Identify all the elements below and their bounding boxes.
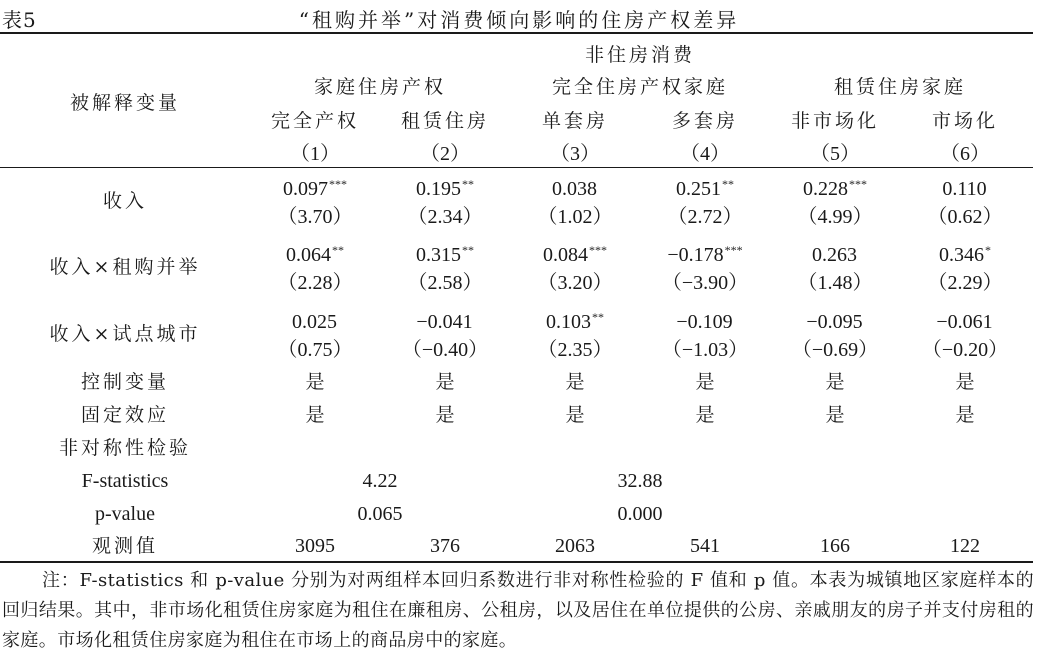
column-number-3: （3） bbox=[550, 143, 600, 165]
row-label-observations: 观测值 bbox=[91, 535, 158, 557]
tstat-cell: （−3.90） bbox=[661, 272, 749, 294]
bottom-rule bbox=[0, 561, 1033, 563]
table-note-text: 注：F-statistics 和 p-value 分别为对两组样本回归系数进行非对称性检验的 F 值和 p 值。本表为城镇地区家庭样本的回归结果。其中，非市场化租赁住房家庭为租住在廉租房、公租房，以及居住在单位提供的公房、亲戚朋友的房子并支付房租的家庭。市场化租赁住房家庭为租住在市场上的商品房中的家庭。 bbox=[2, 570, 1034, 651]
tstat-cell: （0.62） bbox=[927, 206, 1003, 228]
tstat-cell: （2.58） bbox=[407, 272, 483, 294]
table-caption bbox=[0, 4, 1038, 34]
tstat-cell: （−0.20） bbox=[921, 339, 1009, 361]
tstat-cell: （−0.69） bbox=[791, 339, 879, 361]
column-header-5: 非市场化 bbox=[790, 110, 879, 132]
p-value-cell-1: 0.065 bbox=[357, 503, 403, 525]
coef-cell: −0.109 bbox=[676, 311, 733, 333]
column-header-2: 租赁住房 bbox=[400, 110, 489, 132]
coef-cell: 0.110 bbox=[942, 178, 987, 200]
tstat-cell: （2.34） bbox=[407, 206, 483, 228]
top-rule bbox=[0, 32, 1033, 34]
coef-cell: 0.097*** bbox=[283, 177, 347, 200]
column-number-5: （5） bbox=[810, 143, 860, 165]
coef-cell: −0.041 bbox=[416, 311, 473, 333]
coef-cell: −0.095 bbox=[806, 311, 863, 333]
tstat-cell: （1.48） bbox=[797, 272, 873, 294]
column-header-3: 单套房 bbox=[541, 110, 608, 132]
group-header-3: 租赁住房家庭 bbox=[833, 76, 966, 98]
tstat-cell: （−1.03） bbox=[661, 339, 749, 361]
column-header-1: 完全产权 bbox=[270, 110, 359, 132]
coef-cell: 0.064** bbox=[286, 243, 344, 266]
row-label-controls: 控制变量 bbox=[80, 371, 169, 393]
tstat-cell: （2.35） bbox=[537, 339, 613, 361]
coef-cell: 0.038 bbox=[552, 178, 597, 200]
column-header-6: 市场化 bbox=[931, 110, 998, 132]
row-label-income: 收入 bbox=[102, 190, 147, 212]
column-number-1: （1） bbox=[290, 143, 340, 165]
controls-cell: 是 bbox=[825, 371, 845, 393]
controls-cell: 是 bbox=[955, 371, 975, 393]
p-value-cell-2: 0.000 bbox=[617, 503, 663, 525]
controls-cell: 是 bbox=[305, 371, 325, 393]
tstat-cell: （2.28） bbox=[277, 272, 353, 294]
column-header-4: 多套房 bbox=[671, 110, 738, 132]
column-number-6: （6） bbox=[940, 143, 990, 165]
fixed-effects-cell: 是 bbox=[435, 404, 455, 426]
tstat-cell: （0.75） bbox=[277, 339, 353, 361]
group-header-2: 完全住房产权家庭 bbox=[551, 76, 728, 98]
tstat-cell: （4.99） bbox=[797, 206, 873, 228]
f-stat-cell-1: 4.22 bbox=[362, 470, 398, 492]
tstat-cell: （−0.40） bbox=[401, 339, 489, 361]
row-label-asym-test: 非对称性检验 bbox=[58, 437, 191, 459]
group-header-top: 非住房消费 bbox=[584, 44, 695, 66]
coef-cell: 0.251** bbox=[676, 177, 734, 200]
column-number-2: （2） bbox=[420, 143, 470, 165]
coef-cell: 0.263 bbox=[812, 244, 857, 266]
row-label-p-value: p-value bbox=[95, 503, 155, 525]
row-label-income-x-policy: 收入×租购并举 bbox=[49, 256, 201, 278]
tstat-cell: （3.20） bbox=[537, 272, 613, 294]
observations-cell: 166 bbox=[820, 535, 850, 557]
observations-cell: 3095 bbox=[295, 535, 335, 557]
table-title: “租购并举”对消费倾向影响的住房产权差异 bbox=[298, 8, 740, 32]
column-number-4: （4） bbox=[680, 143, 730, 165]
group-header-1: 家庭住房产权 bbox=[313, 76, 446, 98]
coef-cell: 0.103** bbox=[546, 310, 604, 333]
tstat-cell: （2.72） bbox=[667, 206, 743, 228]
controls-cell: 是 bbox=[435, 371, 455, 393]
tstat-cell: （3.70） bbox=[277, 206, 353, 228]
observations-cell: 2063 bbox=[555, 535, 595, 557]
header-rule bbox=[0, 167, 1033, 168]
fixed-effects-cell: 是 bbox=[305, 404, 325, 426]
coef-cell: 0.346* bbox=[939, 243, 991, 266]
fixed-effects-cell: 是 bbox=[955, 404, 975, 426]
fixed-effects-cell: 是 bbox=[695, 404, 715, 426]
coef-cell: 0.315** bbox=[416, 243, 474, 266]
row-label-header: 被解释变量 bbox=[69, 92, 180, 114]
coef-cell: 0.195** bbox=[416, 177, 474, 200]
tstat-cell: （1.02） bbox=[537, 206, 613, 228]
observations-cell: 376 bbox=[430, 535, 460, 557]
fixed-effects-cell: 是 bbox=[565, 404, 585, 426]
coef-cell: 0.084*** bbox=[543, 243, 607, 266]
observations-cell: 122 bbox=[950, 535, 980, 557]
coef-cell: 0.228*** bbox=[803, 177, 867, 200]
coef-cell: 0.025 bbox=[292, 311, 337, 333]
controls-cell: 是 bbox=[565, 371, 585, 393]
row-label-income-x-pilot: 收入×试点城市 bbox=[49, 323, 201, 345]
table-number: 表5 bbox=[2, 8, 37, 32]
row-label-fixed-effects: 固定效应 bbox=[80, 404, 169, 426]
f-stat-cell-2: 32.88 bbox=[617, 470, 663, 492]
table-note bbox=[2, 566, 1034, 656]
fixed-effects-cell: 是 bbox=[825, 404, 845, 426]
controls-cell: 是 bbox=[695, 371, 715, 393]
tstat-cell: （2.29） bbox=[927, 272, 1003, 294]
coef-cell: −0.061 bbox=[936, 311, 993, 333]
coef-cell: −0.178*** bbox=[667, 243, 743, 266]
row-label-f-statistics: F-statistics bbox=[81, 470, 169, 492]
observations-cell: 541 bbox=[690, 535, 720, 557]
